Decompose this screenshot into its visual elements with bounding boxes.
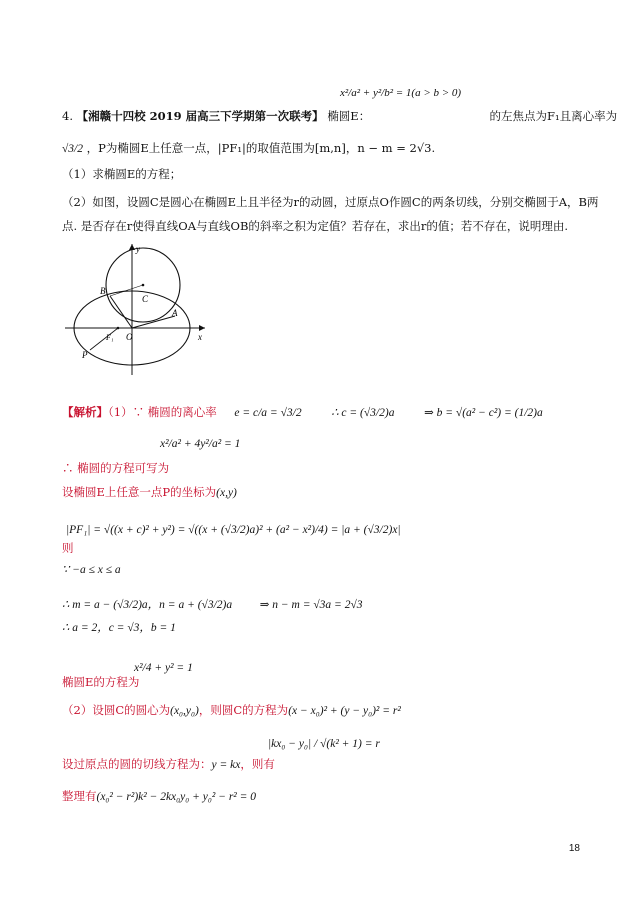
problem-stem-focus: 的左焦点为F₁且离心率为 <box>489 109 618 123</box>
eccentricity-value: √3/2 <box>62 143 84 155</box>
figure-label-x: x <box>198 332 202 342</box>
figure-label-P: P <box>82 350 88 360</box>
solution-pf1-expression: |PF₁| = √((x + c)² + y²) = √((x + (√3/2)a)² + (a² − x²)/4) = |a + (√3/2)x| <box>66 524 401 536</box>
solution-ellipse-form: x²/a² + 4y²/a² = 1 <box>160 438 241 450</box>
solution-line-7: ∴ a = 2，c = √3，b = 1 <box>62 622 176 634</box>
question-2-line-2: 点. 是否存在r使得直线OA与直线OB的斜率之积为定值？若存在，求出r的值；若不存在，说明理由. <box>62 219 569 233</box>
figure-label-y: y <box>136 244 140 254</box>
solution-ellipse-final: x²/4 + y² = 1 <box>134 662 193 674</box>
solution-line-8: 椭圆E的方程为 <box>62 675 140 689</box>
figure-label-O: O <box>126 332 133 342</box>
problem-number: 4. <box>62 109 73 123</box>
solution-line-9: （2）设圆C的圆心为(x₀,y₀)，则圆C的方程为(x − x₀)² + (y − y₀)² = r² <box>62 703 401 717</box>
figure-label-C: C <box>142 294 149 304</box>
page-number: 18 <box>568 843 580 854</box>
question-1: （1）求椭圆E的方程； <box>62 167 182 181</box>
solution-line-10: 设过原点的圆的切线方程为：y = kx，则有 <box>62 757 275 771</box>
figure-label-B: B <box>100 286 106 296</box>
problem-line-2: √3/2 ，P为椭圆E上任意一点，|PF₁|的取值范围为[m,n]，n − m = 2√3. <box>62 141 436 155</box>
solution-line-6: ∴ m = a − (√3/2)a，n = a + (√3/2)a ⇒ n − m = √3a = 2√3 <box>62 599 363 611</box>
solution-then: 则 <box>62 541 74 555</box>
problem-line-1: 4. 【湘赣十四校 2019 届高三下学期第一次联考】 椭圆E： 的左焦点为F₁且离心率为 <box>62 109 618 123</box>
question-2-line-1: （2）如图，设圆C是圆心在椭圆E上且半径为r的动圆，过原点O作圆C的两条切线，分别交椭圆于A，B两 <box>62 195 599 209</box>
solution-line-2: ∴ 椭圆的方程可写为 <box>62 461 170 475</box>
solution-line-11: 整理有(x₀² − r²)k² − 2kx₀y₀ + y₀² − r² = 0 <box>62 789 257 803</box>
ellipse-equation-display: x²/a² + y²/b² = 1(a > b > 0) <box>340 87 462 99</box>
solution-tag: 【解析】 <box>62 405 108 419</box>
solution-line-1: 【解析】（1）∵ 椭圆的离心率 e = c/a = √3/2 ∴ c = (√3/2)a ⇒ b = √(a² − c²) = (1/2)a <box>62 405 543 419</box>
solution-distance-formula: |kx₀ − y₀| / √(k² + 1) = r <box>268 738 380 750</box>
figure-label-A: A <box>172 308 178 318</box>
solution-line-5: ∵ −a ≤ x ≤ a <box>62 564 121 576</box>
ellipse-circle-figure <box>60 240 210 380</box>
problem-source: 【湘赣十四校 2019 届高三下学期第一次联考】 <box>76 109 324 123</box>
solution-line-3: 设椭圆E上任意一点P的坐标为(x,y) <box>62 485 237 499</box>
figure-label-F1: F₁ <box>106 333 114 342</box>
